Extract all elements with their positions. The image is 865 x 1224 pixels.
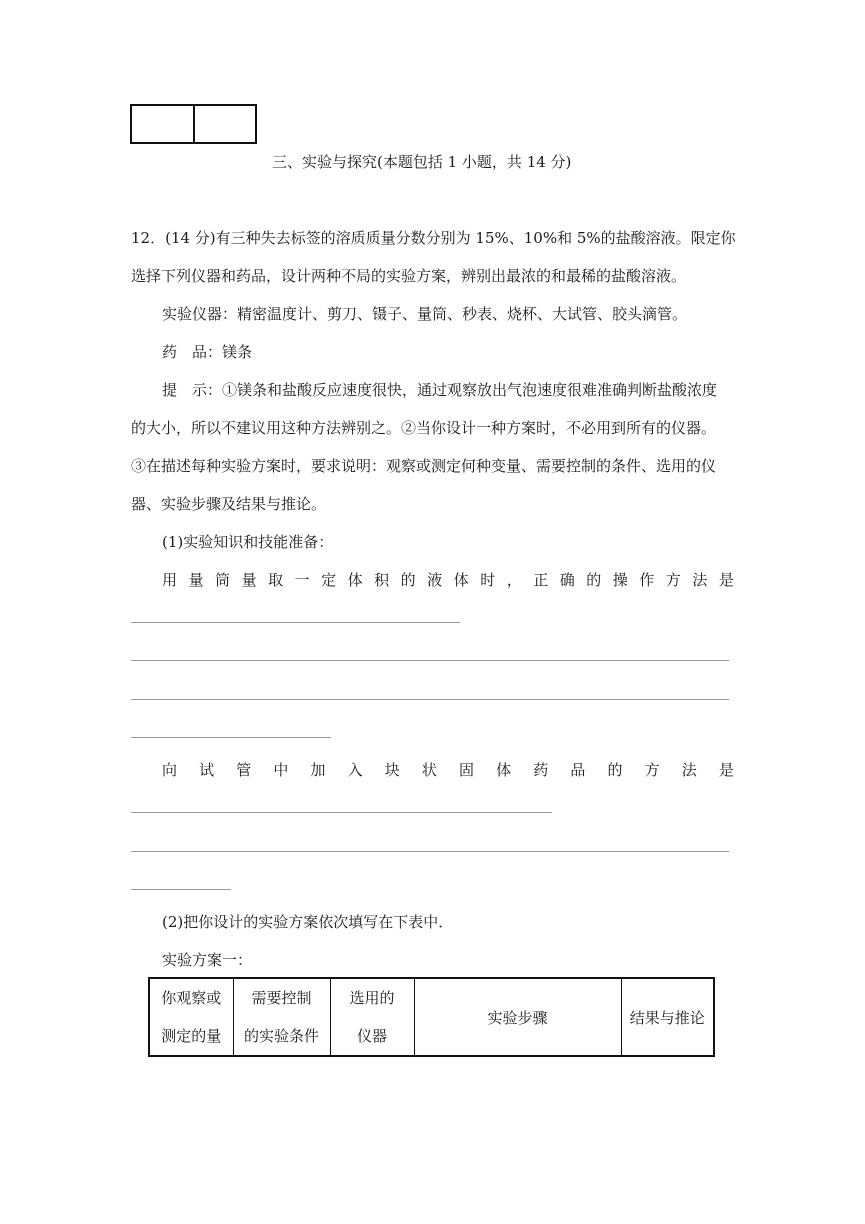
answer-blank-line[interactable]	[131, 889, 231, 890]
answer-blank-line[interactable]	[131, 660, 729, 661]
test-tube-solid-question	[162, 760, 734, 780]
question-char: 作	[639, 571, 655, 589]
answer-blank-line[interactable]	[131, 737, 331, 738]
answer-blank-line[interactable]	[131, 851, 729, 852]
question-char: 时	[480, 571, 496, 589]
question-char: 状	[421, 761, 437, 779]
plan-label: 实验方案一：	[162, 951, 253, 969]
table-header-row	[149, 978, 714, 1056]
reagent-line: 药 品：镁条	[162, 343, 253, 361]
question-char: 体	[347, 571, 363, 589]
section-heading: 三、实验与探究(本题包括 1 小题，共 14 分)	[272, 153, 572, 171]
header-controlled-conditions: 需要控制 的实验条件	[233, 978, 330, 1056]
question-char: 体	[496, 761, 512, 779]
question-char: 加	[310, 761, 326, 779]
graduated-cylinder-question	[162, 570, 734, 590]
part2-title: (2)把你设计的实验方案依次填写在下表中．	[162, 913, 454, 931]
header-observed-quantity: 你观察或 测定的量	[149, 978, 233, 1056]
question-char: 操	[612, 571, 628, 589]
question-char: 确	[559, 571, 575, 589]
question-char: ，	[506, 571, 522, 589]
question-line: 选择下列仪器和药品，设计两种不局的实验方案，辨别出最浓的和最稀的盐酸溶液。	[131, 267, 687, 285]
question-char: 入	[347, 761, 363, 779]
part1-title: (1)实验知识和技能准备：	[162, 533, 334, 551]
question-char: 固	[459, 761, 475, 779]
score-box	[130, 104, 257, 144]
experiment-plan-table	[148, 977, 715, 1057]
question-char: 定	[321, 571, 337, 589]
apparatus-line: 实验仪器：精密温度计、剪刀、镊子、量筒、秒表、烧杯、大试管、胶头滴管。	[162, 305, 688, 323]
question-char: 体	[453, 571, 469, 589]
header-results: 结果与推论	[621, 978, 714, 1056]
question-char: 法	[681, 761, 697, 779]
question-char: 中	[273, 761, 289, 779]
answer-blank-line[interactable]	[131, 812, 552, 813]
question-char: 取	[268, 571, 284, 589]
score-box-cell	[132, 106, 193, 142]
question-char: 的	[607, 761, 623, 779]
question-char: 块	[384, 761, 400, 779]
question-char: 筒	[215, 571, 231, 589]
hint-line: 的大小，所以不建议用这种方法辨别之。②当你设计一种方案时，不必用到所有的仪器。	[131, 419, 717, 437]
question-char: 管	[236, 761, 252, 779]
question-char: 药	[533, 761, 549, 779]
question-char: 一	[294, 571, 310, 589]
question-char: 试	[199, 761, 215, 779]
hint-line: 提 示：①镁条和盐酸反应速度很快，通过观察放出气泡速度很难准确判断盐酸浓度	[162, 381, 718, 399]
question-char: 量	[241, 571, 257, 589]
question-char: 向	[162, 761, 178, 779]
question-char: 量	[188, 571, 204, 589]
score-box-cell	[193, 106, 256, 142]
header-apparatus: 选用的 仪器	[330, 978, 414, 1056]
question-line: 12．(14 分)有三种失去标签的溶质质量分数分别为 15%、10%和 5%的盐酸溶液。限定你	[131, 229, 736, 247]
answer-blank-line[interactable]	[131, 699, 729, 700]
question-char: 品	[570, 761, 586, 779]
question-char: 方	[665, 571, 681, 589]
question-char: 用	[162, 571, 178, 589]
question-char: 的	[586, 571, 602, 589]
question-char: 法	[692, 571, 708, 589]
hint-line: 器、实验步骤及结果与推论。	[131, 495, 327, 513]
question-char: 积	[374, 571, 390, 589]
question-char: 方	[644, 761, 660, 779]
hint-line: ③在描述每种实验方案时，要求说明：观察或测定何种变量、需要控制的条件、选用的仪	[131, 457, 717, 475]
question-char: 液	[427, 571, 443, 589]
question-char: 是	[718, 761, 734, 779]
question-char: 是	[718, 571, 734, 589]
question-char: 的	[400, 571, 416, 589]
header-procedure: 实验步骤	[414, 978, 621, 1056]
answer-blank-line[interactable]	[131, 622, 460, 623]
question-char: 正	[533, 571, 549, 589]
